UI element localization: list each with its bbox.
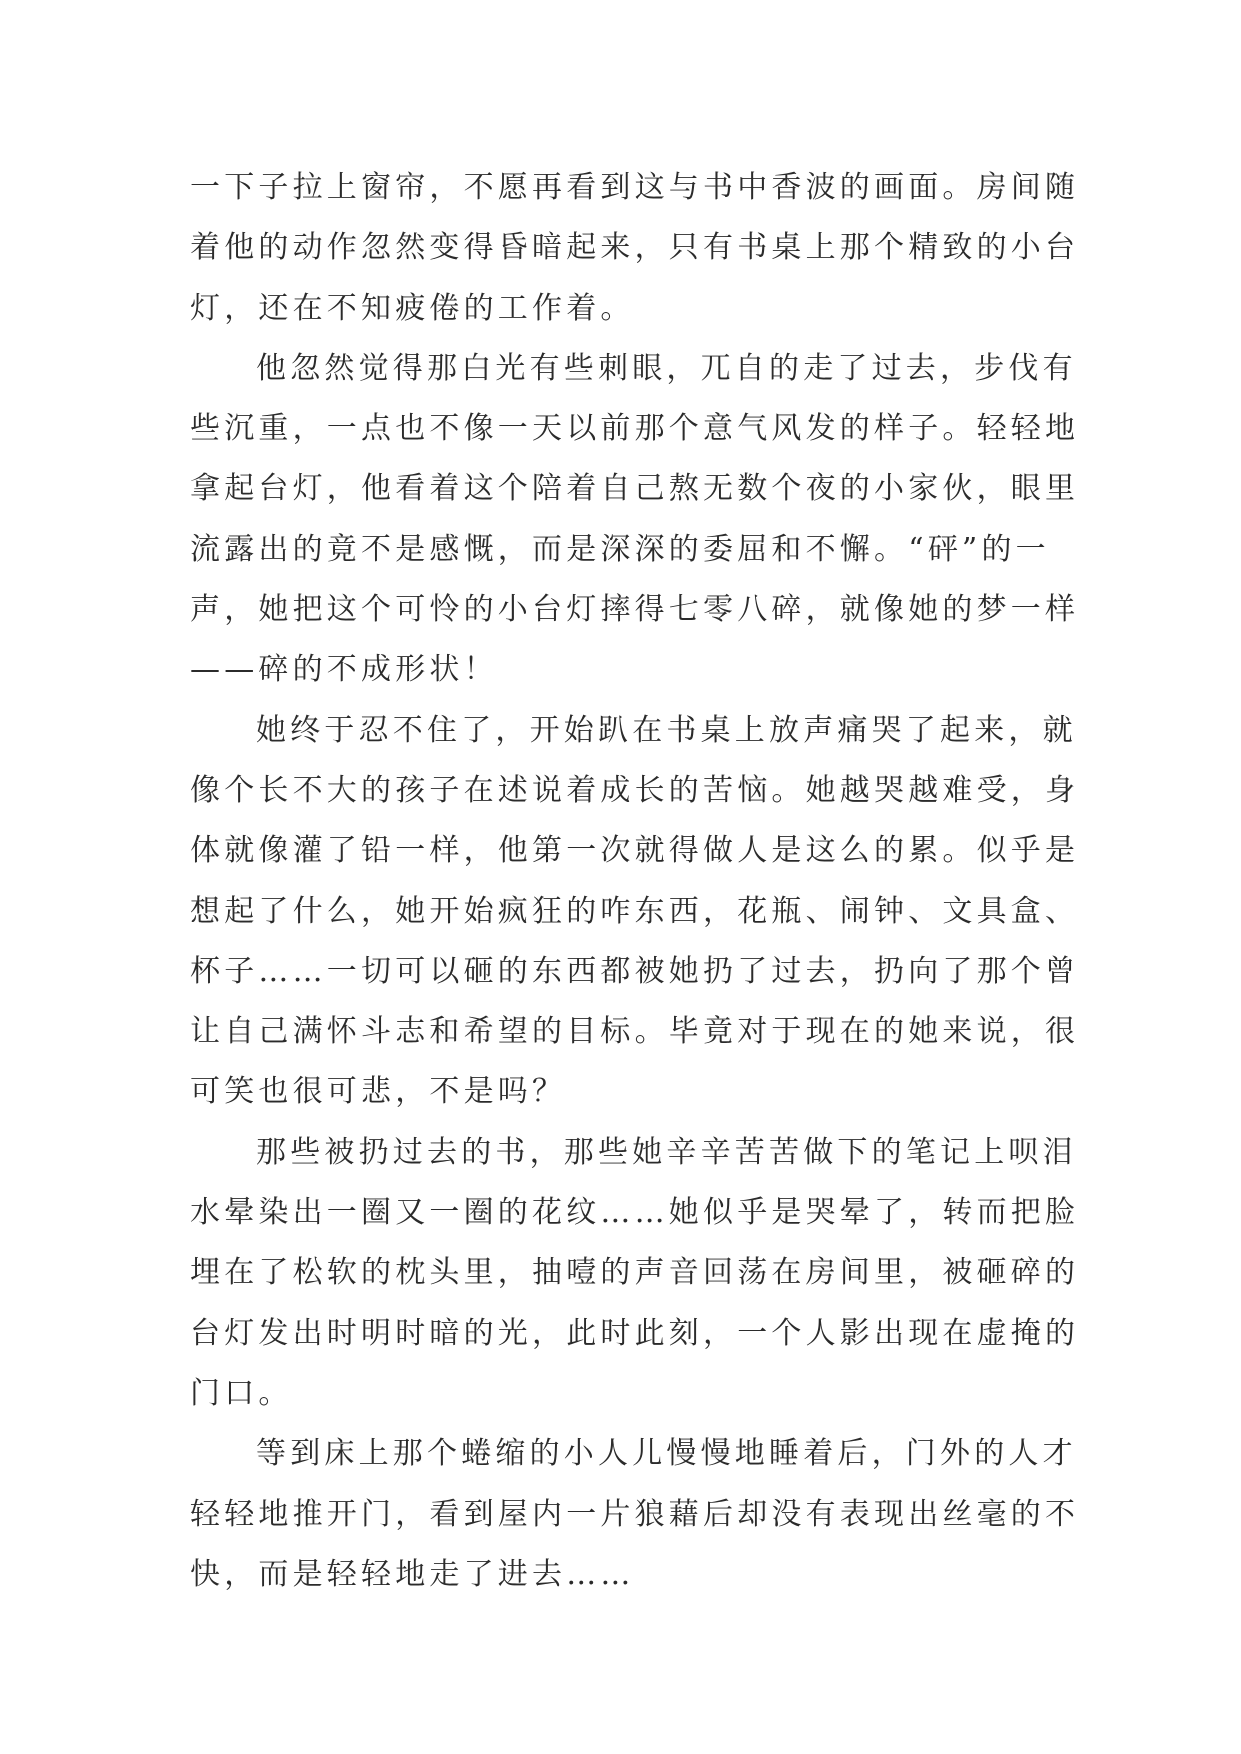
paragraph-line: 拿起台灯，他看着这个陪着自己熬无数个夜的小家伙，眼里 [190,471,1080,507]
paragraph-line: 灯，还在不知疲倦的工作着。 [190,290,635,326]
paragraph-line: 体就像灌了铅一样，他第一次就得做人是这么的累。似乎是 [190,833,1080,869]
paragraph [190,339,1080,701]
paragraph-line: 她终于忍不住了，开始趴在书桌上放声痛哭了起来，就 [256,712,1077,748]
paragraph [190,1123,1080,1424]
paragraph-line: 想起了什么，她开始疯狂的咋东西，花瓶、闹钟、文具盒、 [190,893,1080,929]
paragraph-line: 像个长不大的孩子在述说着成长的苦恼。她越哭越难受，身 [190,772,1080,808]
paragraph [190,1424,1080,1605]
document-body [190,158,1080,1605]
paragraph-line: 埋在了松软的枕头里，抽噎的声音回荡在房间里，被砸碎的 [190,1255,1080,1291]
paragraph-line: 一下子拉上窗帘，不愿再看到这与书中香波的画面。房间随 [190,170,1080,205]
paragraph-line: 声，她把这个可怜的小台灯摔得七零八碎，就像她的梦一样 [190,592,1080,628]
paragraph-line: 快，而是轻轻地走了进去…… [190,1556,635,1592]
paragraph-line: 可笑也很可悲，不是吗？ [190,1074,567,1110]
paragraph-line: 台灯发出时明时暗的光，此时此刻，一个人影出现在虚掩的 [190,1315,1080,1351]
paragraph-line: 些沉重，一点也不像一天以前那个意气风发的样子。轻轻地 [190,411,1080,447]
paragraph [190,701,1080,1123]
paragraph-line: 门口。 [190,1375,293,1411]
paragraph-line: 那些被扔过去的书，那些她辛辛苦苦做下的笔记上呗泪 [256,1134,1077,1170]
paragraph-line: ——碎的不成形状！ [190,652,498,688]
paragraph-line: 流露出的竟不是感慨，而是深深的委屈和不懈。“砰”的一 [190,531,1050,567]
paragraph-line: 杯子……一切可以砸的东西都被她扔了过去，扔向了那个曾 [190,953,1080,989]
paragraph-line: 他忽然觉得那白光有些刺眼，兀自的走了过去，步伐有 [256,350,1077,386]
paragraph-line: 让自己满怀斗志和希望的目标。毕竟对于现在的她来说，很 [190,1014,1080,1050]
paragraph [190,158,1080,339]
paragraph-line: 水晕染出一圈又一圈的花纹……她似乎是哭晕了，转而把脸 [190,1195,1080,1231]
paragraph-line: 等到床上那个蜷缩的小人儿慢慢地睡着后，门外的人才 [256,1436,1077,1472]
paragraph-line: 轻轻地推开门，看到屋内一片狼藉后却没有表现出丝毫的不 [190,1496,1080,1532]
paragraph-line: 着他的动作忽然变得昏暗起来，只有书桌上那个精致的小台 [190,230,1080,266]
